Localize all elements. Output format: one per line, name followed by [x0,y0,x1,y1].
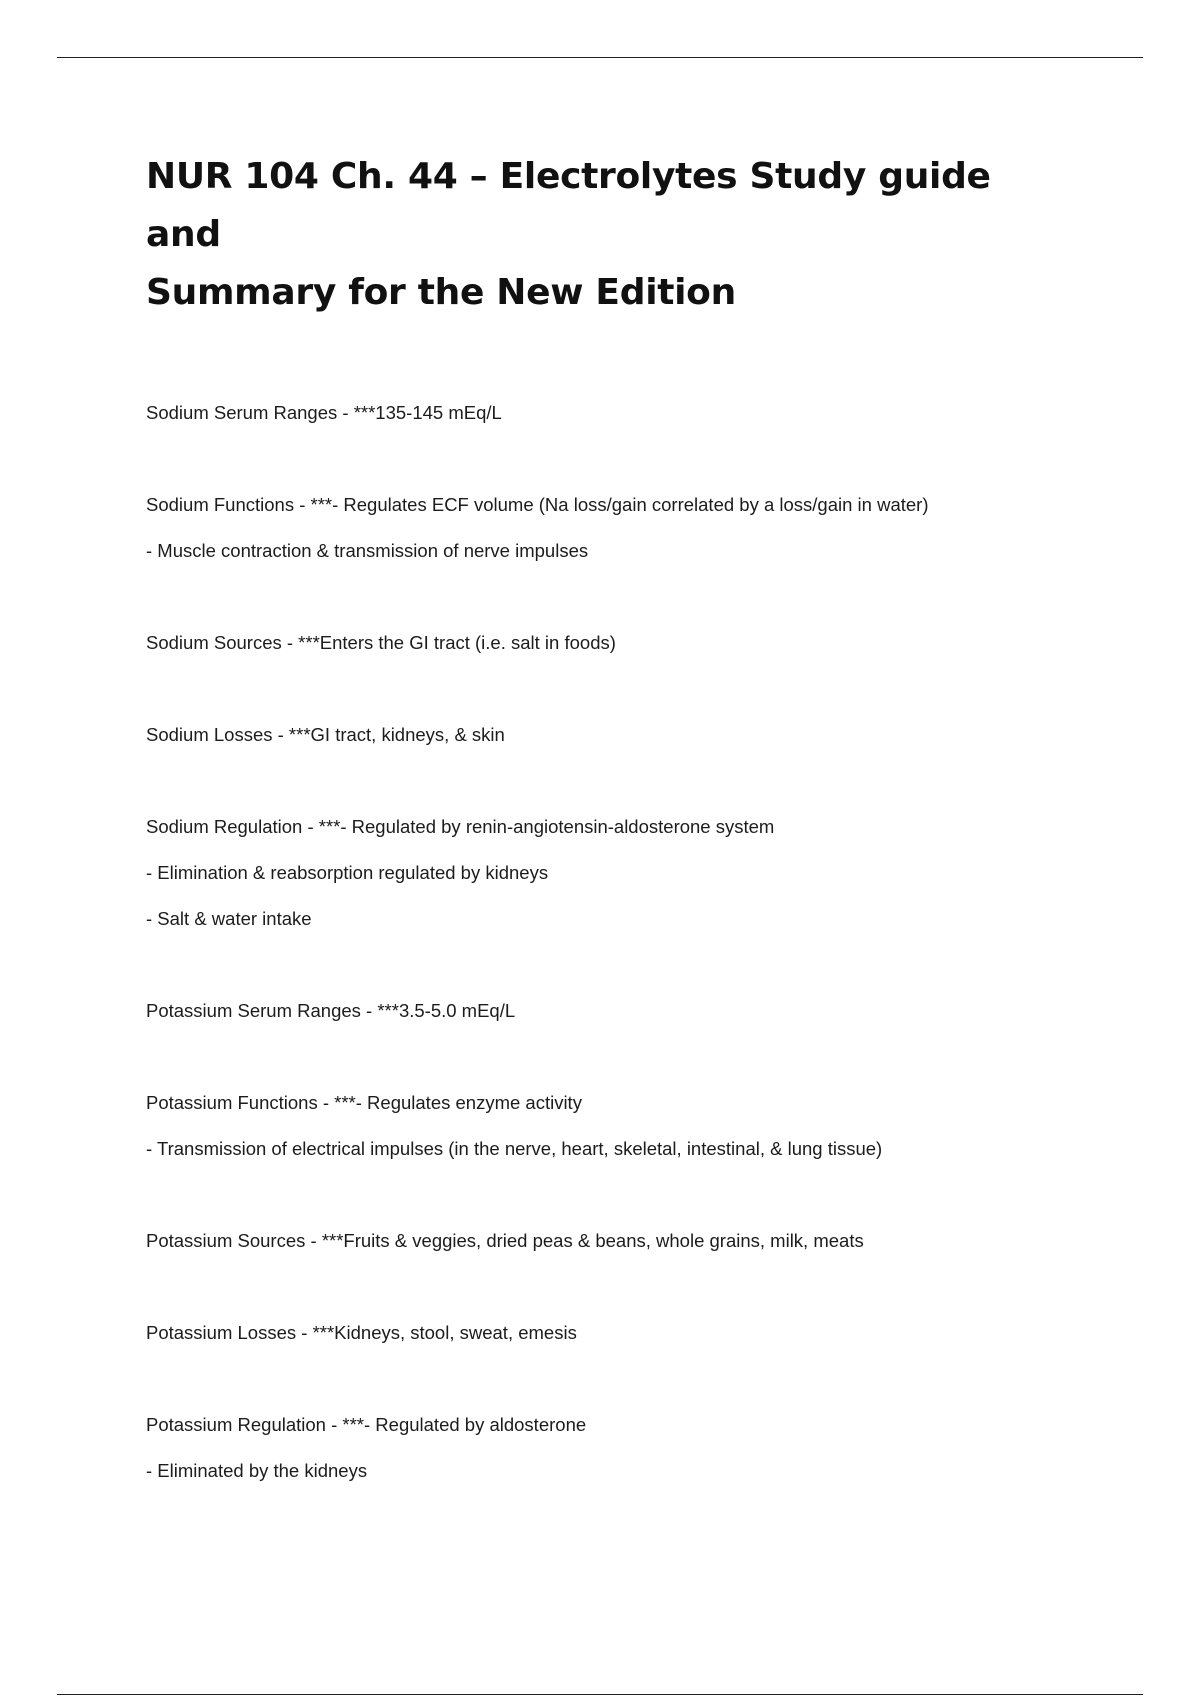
entry-sodium-losses [146,712,1046,758]
title-line-1: NUR 104 Ch. 44 – Electrolytes Study guide and [146,156,991,255]
entry-line: Sodium Sources - ***Enters the GI tract (i.e. salt in foods) [146,632,616,653]
entry-sodium-regulation [146,804,1046,942]
entry-list [146,390,1046,1494]
entry-line: Potassium Regulation - ***- Regulated by aldosterone [146,1414,587,1435]
entry-sodium-sources [146,620,1046,666]
document-title [146,148,1046,322]
document-body [146,148,1046,1540]
title-line-2: Summary for the New Edition [146,272,736,313]
entry-line: - Salt & water intake [146,908,312,929]
entry-potassium-losses [146,1310,1046,1356]
entry-line: Sodium Functions - ***- Regulates ECF volume (Na loss/gain correlated by a loss/gain in water) [146,494,929,515]
entry-line: Potassium Functions - ***- Regulates enzyme activity [146,1092,582,1113]
entry-sodium-functions [146,482,1046,574]
entry-potassium-regulation [146,1402,1046,1494]
entry-line: Potassium Losses - ***Kidneys, stool, sweat, emesis [146,1322,577,1343]
entry-line: - Elimination & reabsorption regulated by kidneys [146,862,549,883]
entry-line: Sodium Losses - ***GI tract, kidneys, & skin [146,724,505,745]
entry-line: Potassium Sources - ***Fruits & veggies, dried peas & beans, whole grains, milk, meats [146,1230,864,1251]
entry-sodium-serum-ranges [146,390,1046,436]
entry-potassium-functions [146,1080,1046,1172]
entry-line: Potassium Serum Ranges - ***3.5-5.0 mEq/L [146,1000,516,1021]
footer-rule [57,1694,1143,1695]
entry-line: - Eliminated by the kidneys [146,1460,368,1481]
entry-line: Sodium Regulation - ***- Regulated by renin-angiotensin-aldosterone system [146,816,775,837]
entry-line: Sodium Serum Ranges - ***135-145 mEq/L [146,402,502,423]
entry-line: - Transmission of electrical impulses (in the nerve, heart, skeletal, intestinal, & lung tissue) [146,1138,883,1159]
header-rule [57,57,1143,58]
entry-line: - Muscle contraction & transmission of nerve impulses [146,540,589,561]
entry-potassium-serum-ranges [146,988,1046,1034]
entry-potassium-sources [146,1218,1046,1264]
